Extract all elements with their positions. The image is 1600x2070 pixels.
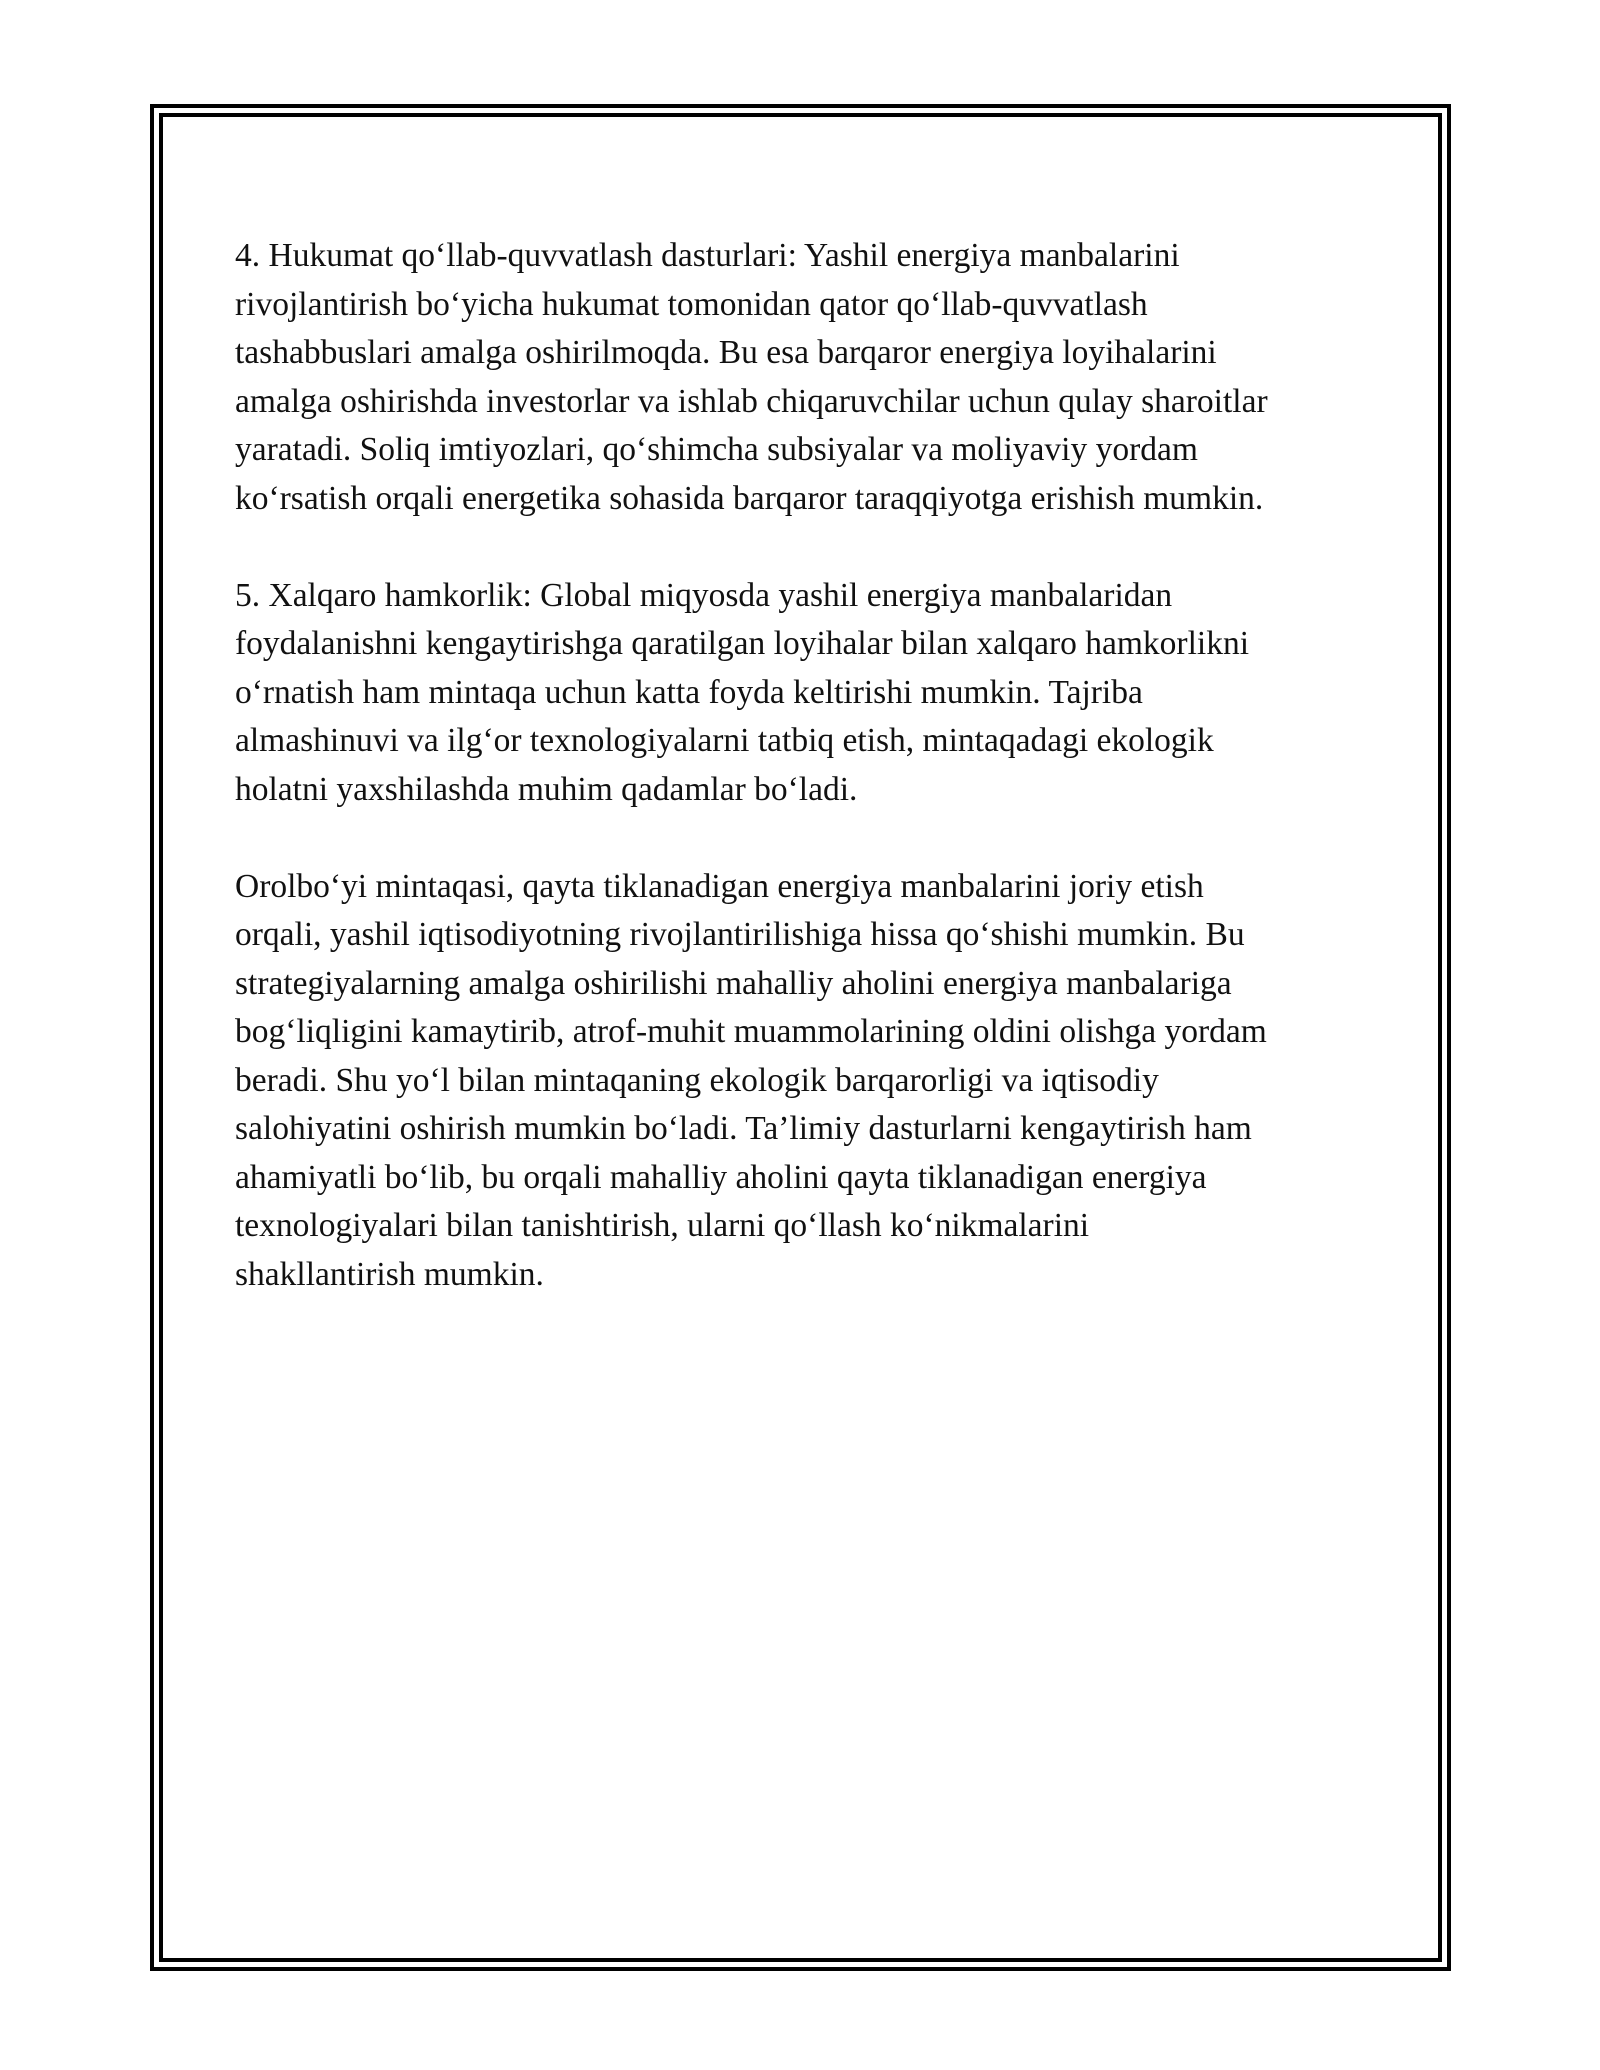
paragraph-aral-region: Orolbo‘yi mintaqasi, qayta tiklanadigan energiya manbalarini joriy etish orqali, yashil iqtisodiyotning rivojlantirilishiga hissa qo‘shishi mumkin. Bu strategiyalarning amalga oshirilishi mahalliy aholini energiya manbalariga bog‘liqligini kamaytirib, atrof-muhit muammolarining oldini olishga yordam beradi. Shu yo‘l bilan mintaqaning ekologik barqarorligi va iqtisodiy salohiyatini oshirish mumkin bo‘ladi. Ta’limiy dasturlarni kengaytirish ham ahamiyatli bo‘lib, bu orqali mahalliy aholini qayta tiklanadigan energiya texnologiyalari bilan tanishtirish, ularni qo‘llash ko‘nikmalarini shakllantirish mumkin. [235, 867, 1267, 1293]
paragraph-international-cooperation: 5. Xalqaro hamkorlik: Global miqyosda yashil energiya manbalaridan foydalanishni kengaytirishga qaratilgan loyihalar bilan xalqaro hamkorlikni o‘rnatish ham mintaqa uchun katta foyda keltirishi mumkin. Tajriba almashinuvi va ilg‘or texnologiyalarni tatbiq etish, mintaqadagi ekologik holatni yaxshilashda muhim qadamlar bo‘ladi. [235, 576, 1250, 808]
paragraph-government-support: 4. Hukumat qo‘llab-quvvatlash dasturlari: Yashil energiya manbalarini rivojlantirish bo‘yicha hukumat tomonidan qator qo‘llab-quvvatlash tashabbuslari amalga oshirilmoqda. Bu esa barqaror energiya loyihalarini amalga oshirishda investorlar va ishlab chiqaruvchilar uchun qulay sharoitlar yaratadi. Soliq imtiyozlari, qo‘shimcha subsiyalar va moliyaviy yordam ko‘rsatish orqali energetika sohasida barqaror taraqqiyotga erishish mumkin. [235, 237, 1268, 517]
document-body [235, 232, 1385, 1348]
